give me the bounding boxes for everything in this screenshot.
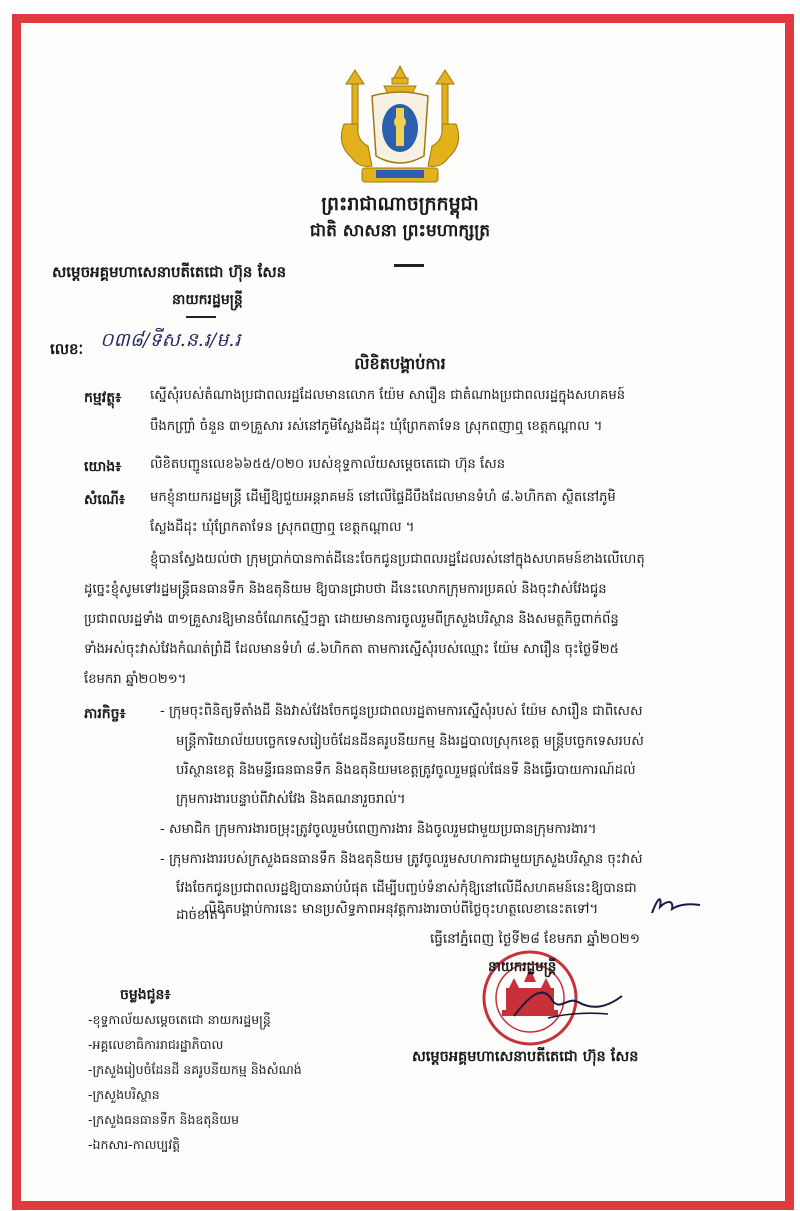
subject-line: បឹងកញ្ច្រាំ ចំនួន ៣១គ្រួសារ រស់នៅភូមិស្លែងដីដុះ ឃុំព្រែកតាទែន ស្រុកពញាឮ ខេត្តកណ្តាល ។ <box>150 419 603 434</box>
ref-text: លិខិតបញ្ជូនលេខ៦៦៥៥/០២០ របស់ខុទ្ទកាល័យសម្តេចតេជោ ហ៊ុន សែន <box>150 457 506 472</box>
task-bullet-line: - សមាជិក ក្រុមការងារចម្រុះត្រូវចូលរួមបំពេញការងារ និងចូលរួមជាមួយប្រធានក្រុមការងារ។ <box>160 822 597 837</box>
issuer-name: សម្តេចអគ្គមហាសេនាបតីតេជោ ហ៊ុន សែន <box>52 263 287 281</box>
task-bullet-line: បរិស្ថានខេត្ត និងមន្ទីរធនធានទឹក និងឧតុនិយមខេត្តត្រូវចូលរួមផ្តល់ផែនទី និងធ្វើរបាយការណ៍ដល់ <box>176 763 636 778</box>
subject-line: ស្នើសុំរបស់តំណាងប្រជាពលរដ្ឋដែលមានលោក យ៉ែម សារឿន ជាតំណាងប្រជាពលរដ្ឋក្នុងសហគមន៍ <box>150 388 626 403</box>
body-paragraph-line: ប្រជាពលរដ្ឋទាំង ៣១គ្រួសារឱ្យមានចំណែកស្មើៗគ្នា ដោយមានការចូលរួមពីក្រសួងបរិស្ថាន និងសមត្ថកិច្ចពាក់ព័ន្ធ <box>84 612 619 627</box>
task-bullet-line: វែងចែកជូនប្រជាពលរដ្ឋឱ្យបានឆាប់បំផុត ដើម្បីបញ្ចប់ទំនាស់កុំឱ្យនៅលើដីសហគមន៍នេះឱ្យបានជា <box>176 881 637 896</box>
reference-number: ០៣៨/ទីស.ន.រ/ម.រ <box>100 329 241 351</box>
signer-title: នាយករដ្ឋមន្ត្រី <box>488 959 557 975</box>
body-paragraph-line: ដូច្នេះខ្ញុំសូមទៅរដ្ឋមន្ត្រីធនធានទឹក និងឧតុនិយម ឱ្យបានជ្រាបថា ដីនេះលោកក្រុមការប្រគល់ និងចុះវាស់វែងជូន <box>84 582 607 597</box>
task-bullet-line: - ក្រុមការងាររបស់ក្រសួងធនធានទឹក និងឧតុនិយម ត្រូវចូលរួមសហការជាមួយក្រសួងបរិស្ថាន ចុះវាស់ <box>160 852 643 867</box>
kingdom-heading: ព្រះរាជាណាចក្រកម្ពុជា <box>321 193 479 215</box>
divider <box>186 316 216 318</box>
cc-item: -អគ្គលេខាធិការរាជរដ្ឋាភិបាល <box>88 1037 224 1052</box>
content-label: សំណើ៖ <box>84 492 126 508</box>
content-line: ស្លែងដីដុះ ឃុំព្រែកតាទែន ស្រុកពញាឮ ខេត្តកណ្តាល ។ <box>150 520 415 535</box>
cc-item: -ឯកសារ-កាលប្បវត្តិ <box>88 1137 181 1152</box>
cc-item: -ខុទ្ទកាល័យសម្តេចតេជោ នាយករដ្ឋមន្ត្រី <box>88 1012 271 1027</box>
task-label: ភារកិច្ច៖ <box>84 706 126 722</box>
content-line: មកខ្ញុំនាយករដ្ឋមន្ត្រី ដើម្បីឱ្យជួយអន្តរាគមន៍ នៅលើផ្ទៃដីបឹងដែលមានទំហំ ៨.៦ហិកតា ស្ថិតនៅភូមិ <box>150 490 616 505</box>
issuer-title: នាយករដ្ឋមន្ត្រី <box>172 292 243 308</box>
cc-title: ចម្លងជូន៖ <box>120 987 171 1003</box>
royal-coat-of-arms-icon <box>332 64 468 196</box>
cc-item: -ក្រសួងរៀបចំដែនដី នគរូបនីយកម្ម និងសំណង់ <box>88 1062 302 1077</box>
cc-item: -ក្រសួងបរិស្ថាន <box>88 1087 160 1102</box>
reference-label: លេខៈ <box>50 340 84 358</box>
body-paragraph-line: ខ្ញុំបានស្វែងយល់ថា ក្រុមប្រាក់បានកាត់ដីនេះចែកជូនប្រជាពលរដ្ឋដែលរស់នៅក្នុងសហគមន៍ខាងលើហេតុ <box>150 552 645 567</box>
task-bullet-line: មន្ត្រីការិយាល័យបច្ចេកទេសរៀបចំដែនដីនគរូបនីយកម្ម និងរដ្ឋបាលស្រុកខេត្ត មន្ត្រីបច្ចេកទេសរបស់ <box>176 734 644 749</box>
task-bullet-line: ក្រុមការងារបន្ទាប់ពីវាស់វែង និងគណនារួចរាល់។ <box>176 792 406 807</box>
handwritten-initial-icon <box>648 893 704 919</box>
handwritten-signature-icon <box>508 978 628 1028</box>
body-paragraph-line: ទាំងអស់ចុះវាស់វែងកំណត់ព្រំដី ដែលមានទំហំ ៨.៦ហិកតា តាមការស្នើសុំរបស់ឈ្មោះ យ៉ែម សារឿន ចុះថ្ងៃទី២៥ <box>84 642 619 657</box>
national-motto: ជាតិ សាសនា ព្រះមហាក្សត្រ <box>309 221 491 241</box>
body-paragraph-line: ខែមករា ឆ្នាំ២០២១។ <box>84 672 187 687</box>
signer-name: សម្តេចអគ្គមហាសេនាបតីតេជោ ហ៊ុន សែន <box>412 1049 639 1065</box>
cc-item: -ក្រសួងធនធានទឹក និងឧតុនិយម <box>88 1112 240 1127</box>
document-title: លិខិតបង្គាប់ការ <box>354 354 446 373</box>
ref-label: យោង៖ <box>84 459 122 475</box>
divider <box>394 264 424 267</box>
task-bullet-line: ដាច់ខាត។ <box>176 908 227 923</box>
signing-date: ធ្វើនៅភ្នំពេញ ថ្ងៃទី២៨ ខែមករា ឆ្នាំ២០២១ <box>430 931 640 947</box>
subject-label: កម្មវត្ថុ៖ <box>84 390 122 406</box>
closing-statement: លិខិតបង្គាប់ការនេះ មានប្រសិទ្ធភាពអនុវត្តការងារចាប់ពីថ្ងៃចុះហត្ថលេខានេះតទៅ។ <box>204 902 599 917</box>
task-bullet-line: - ក្រុមចុះពិនិត្យទីតាំងដី និងវាស់វែងចែកជូនប្រជាពលរដ្ឋតាមការស្នើសុំរបស់ យ៉ែម សារឿន ជាពិសេស <box>160 704 643 719</box>
